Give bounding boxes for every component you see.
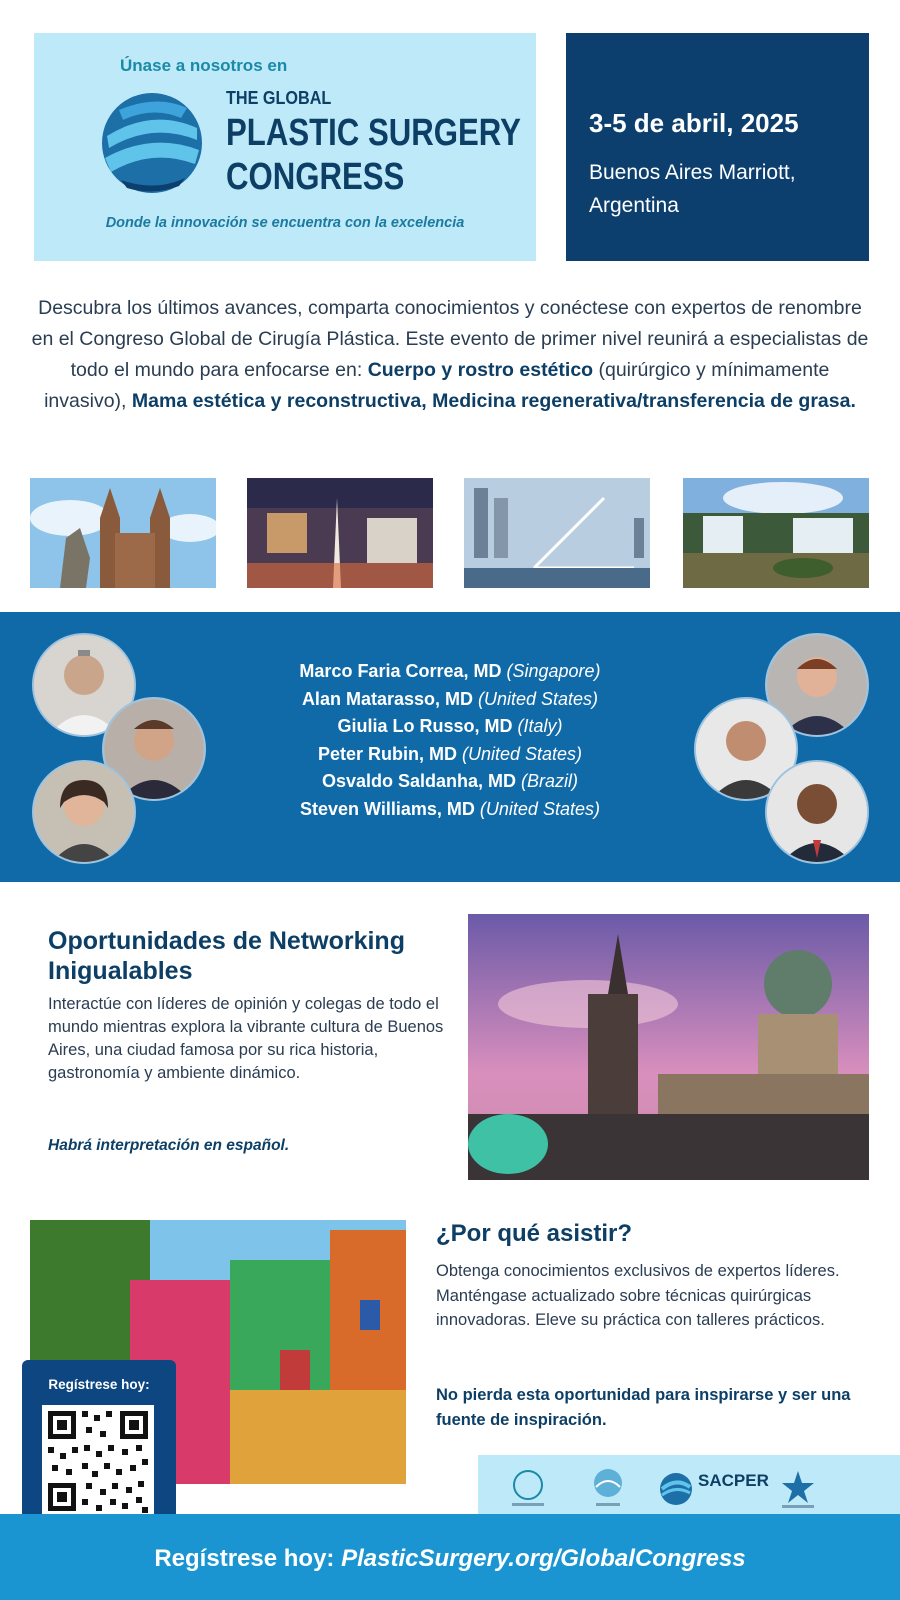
event-date: 3-5 de abril, 2025 — [589, 108, 799, 138]
partner-logo-2-icon — [588, 1467, 628, 1511]
qr-label: Regístrese hoy: — [48, 1377, 150, 1392]
speaker-row: Giulia Lo Russo, MD (Italy) — [337, 716, 563, 736]
event-venue — [589, 156, 859, 222]
event-info-panel — [566, 33, 869, 261]
tagline: Donde la innovación se encuentra con la excelencia — [105, 215, 465, 231]
person-icon — [767, 762, 867, 862]
photo-puerto-madero — [464, 478, 650, 588]
why-attend-text: Obtenga conocimientos exclusivos de expertos líderes. Manténgase actualizado sobre técnicas quirúrgicas innovadoras. Eleve su práctica con talleres prácticos. — [436, 1262, 840, 1329]
topic-1-note: (quirúrgico y mínimamente invasivo), — [44, 359, 830, 412]
join-label: Únase a nosotros en — [120, 56, 288, 75]
footer-register — [0, 1545, 900, 1573]
photo-iguazu-falls — [683, 478, 869, 588]
speaker-row: Steven Williams, MD (United States) — [300, 798, 600, 819]
topic-2: Mama estética y reconstructiva, Medicina regenerativa/transferencia de grasa. — [131, 390, 856, 412]
person-icon — [34, 762, 134, 862]
sacper-logo-text: SACPER — [698, 1471, 769, 1490]
brand-line-2: PLASTIC SURGERY — [226, 112, 521, 154]
speaker-photo-6 — [765, 760, 869, 864]
brand-line-3: CONGRESS — [226, 156, 405, 198]
topic-1: Cuerpo y rostro estético — [367, 359, 594, 381]
why-attend-title: ¿Por qué asistir? — [436, 1220, 633, 1247]
speaker-row: Alan Matarasso, MD (United States) — [301, 688, 599, 709]
venue-line-2: Argentina — [589, 194, 679, 217]
speaker-row: Peter Rubin, MD (United States) — [317, 743, 583, 764]
interpretation-note: Habrá interpretación en español. — [48, 1137, 290, 1154]
why-attend-cta: No pierda esta oportunidad para inspirarse y ser una fuente de inspiración. — [436, 1386, 851, 1429]
networking-text: Interactúe con líderes de opinión y colegas de todo el mundo mientras explora la vibrante cultura de Buenos Aires, una ciudad famosa por su rica historia, gastronomía y ambiente dinámico. — [48, 995, 444, 1082]
brand-line-1: THE GLOBAL — [226, 88, 332, 108]
sacper-logo-icon — [658, 1471, 694, 1507]
venue-line-1: Buenos Aires Marriott, — [589, 161, 796, 184]
photo-congress-building — [468, 914, 869, 1180]
partner-logo-4-icon — [778, 1467, 818, 1511]
photo-cathedral — [30, 478, 216, 588]
intro-text: Descubra los últimos avances, comparta conocimientos y conéctese con expertos de renombre en el Congreso Global de Cirugía Plástica. Este evento de primer nivel reunirá a especialistas de todo el mundo para enfocarse en: — [31, 297, 869, 381]
speaker-photo-3 — [32, 760, 136, 864]
globe-logo-icon — [97, 88, 207, 198]
speaker-row: Marco Faria Correa, MD (Singapore) — [299, 661, 601, 681]
photo-obelisk — [247, 478, 433, 588]
intro-paragraph — [30, 293, 870, 417]
footer-label: Regístrese hoy: — [154, 1545, 335, 1572]
speaker-row: Osvaldo Saldanha, MD (Brazil) — [321, 771, 579, 791]
speaker-list — [230, 658, 670, 823]
partner-logo-1-icon — [508, 1469, 548, 1511]
qr-code-icon[interactable] — [42, 1405, 154, 1517]
register-link[interactable]: PlasticSurgery.org/GlobalCongress — [341, 1545, 746, 1572]
networking-title: Oportunidades de Networking Inigualables — [48, 927, 405, 985]
